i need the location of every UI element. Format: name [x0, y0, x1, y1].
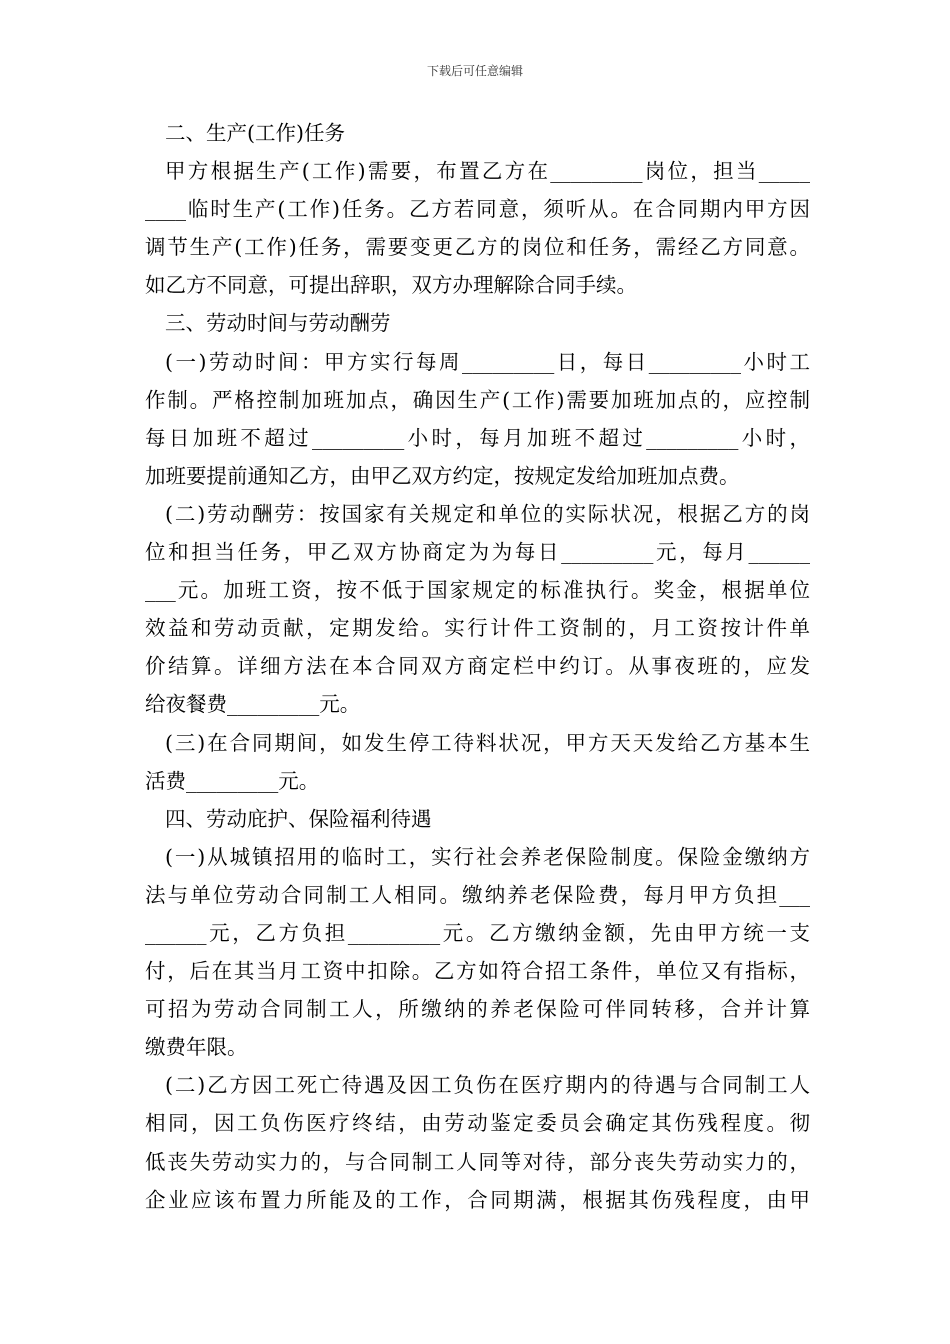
text-line: ______元，乙方负担_________元。乙方缴纳金额，先由甲方统一支	[145, 920, 810, 945]
text-line: 法与单位劳动合同制工人相同。缴纳养老保险费，每月甲方负担___	[145, 882, 810, 907]
page-header: 下载后可任意编辑	[426, 64, 523, 78]
text-line: 可招为劳动合同制工人，所缴纳的养老保险可伴同转移，合并计算	[145, 997, 810, 1022]
text-line: 相同，因工负伤医疗终结，由劳动鉴定委员会确定其伤残程度。彻	[145, 1111, 810, 1136]
text-line: 活费_________元。	[145, 768, 320, 793]
text-line: 每日加班不超过_________小时，每月加班不超过_________小时，	[145, 425, 810, 450]
text-line: (二)劳动酬劳：按国家有关规定和单位的实际状况，根据乙方的岗	[165, 501, 810, 526]
text-line: 价结算。详细方法在本合同双方商定栏中约订。从事夜班的，应发	[145, 654, 810, 679]
text-line: 如乙方不同意，可提出辞职，双方办理解除合同手续。	[145, 273, 637, 298]
text-line: 三、劳动时间与劳动酬劳	[165, 311, 391, 336]
text-line: 给夜餐费_________元。	[145, 692, 361, 717]
text-line: 缴费年限。	[145, 1035, 248, 1060]
text-line: (一)从城镇招用的临时工，实行社会养老保险制度。保险金缴纳方	[165, 844, 810, 869]
text-line: 位和担当任务，甲乙双方协商定为为每日_________元，每月______	[145, 540, 810, 565]
text-line: ___元。加班工资，按不低于国家规定的标准执行。奖金，根据单位	[145, 578, 810, 603]
text-line: ____临时生产(工作)任务。乙方若同意，须听从。在合同期内甲方因	[145, 197, 810, 222]
text-line: 甲方根据生产(工作)需要，布置乙方在_________岗位，担当_____	[165, 159, 810, 184]
text-line: 低丧失劳动实力的，与合同制工人同等对待，部分丧失劳动实力的，	[145, 1149, 810, 1174]
text-line: 二、生产(工作)任务	[165, 121, 345, 145]
text-line: (二)乙方因工死亡待遇及因工负伤在医疗期内的待遇与合同制工人	[165, 1073, 810, 1098]
document-body	[145, 114, 810, 1219]
text-line: 付，后在其当月工资中扣除。乙方如符合招工条件，单位又有指标，	[145, 959, 810, 984]
text-line: 效益和劳动贡献，定期发给。实行计件工资制的，月工资按计件单	[145, 616, 810, 641]
text-line: 作制。严格控制加班加点，确因生产(工作)需要加班加点的，应控制	[145, 387, 810, 412]
text-line: (一)劳动时间：甲方实行每周_________日，每日_________小时工	[165, 349, 810, 374]
text-line: 加班要提前通知乙方，由甲乙双方约定，按规定发给加班加点费。	[145, 463, 740, 488]
text-line: 调节生产(工作)任务，需要变更乙方的岗位和任务，需经乙方同意。	[145, 235, 810, 260]
text-line: 企业应该布置力所能及的工作，合同期满，根据其伤残程度，由甲	[145, 1187, 810, 1212]
text-line: 四、劳动庇护、保险福利待遇	[165, 806, 432, 831]
text-line: (三)在合同期间，如发生停工待料状况，甲方天天发给乙方基本生	[165, 730, 810, 755]
